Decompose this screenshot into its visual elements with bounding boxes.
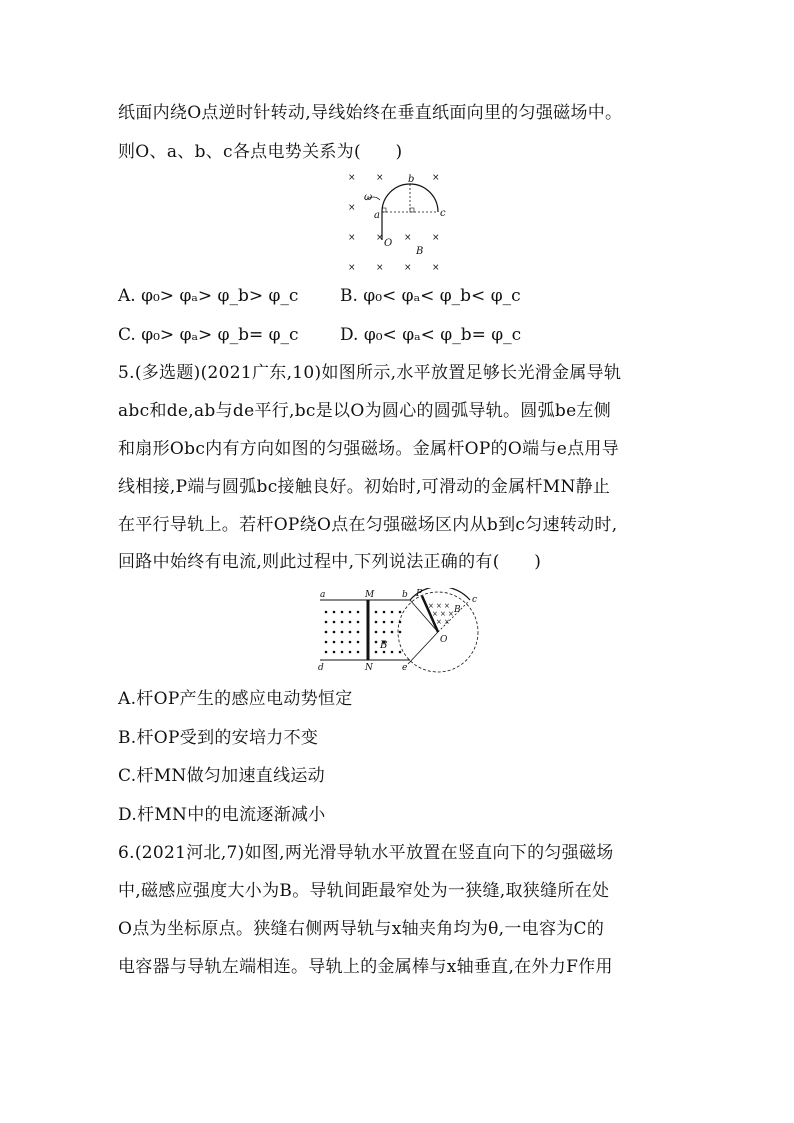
label-b-sector: B <box>454 605 461 615</box>
label-a: a <box>320 590 326 600</box>
q6-text-line-4: 电容器与导轨左端相连。导轨上的金属棒与x轴垂直,在外力F作用 <box>118 957 613 977</box>
point-c-label: c <box>440 208 446 219</box>
label-d: d <box>318 663 324 673</box>
q5-text-line-1: 5.(多选题)(2021广东,10)如图所示,水平放置足够长光滑金属导轨 <box>118 363 622 383</box>
svg-text:×: × <box>444 618 450 626</box>
svg-text:×: × <box>432 233 440 243</box>
svg-text:×: × <box>428 602 434 610</box>
q4-option-c: C. φ₀> φₐ> φ_b= φ_c <box>118 325 299 345</box>
q5-text-line-4: 线相接,P端与圆弧bc接触良好。初始时,可滑动的金属杆MN静止 <box>118 477 611 497</box>
q5-text-line-5: 在平行导轨上。若杆OP绕O点在匀强磁场区内从b到c匀速转动时, <box>118 515 618 535</box>
q4-option-b: B. φ₀< φₐ< φ_b< φ_c <box>340 286 521 306</box>
field-b-label: B <box>416 246 424 257</box>
svg-text:×: × <box>348 203 356 213</box>
q4-figure <box>340 170 460 278</box>
q5-text-line-6: 回路中始终有电流,则此过程中,下列说法正确的有( ) <box>118 552 542 572</box>
svg-text:×: × <box>348 233 356 243</box>
magnetic-field-markers <box>348 173 440 273</box>
label-m: M <box>365 590 375 600</box>
q5-text-line-2: abc和de,ab与de平行,bc是以O为圆心的圆弧导轨。圆弧be左侧 <box>118 401 612 421</box>
label-n: N <box>365 663 373 673</box>
label-o: O <box>440 635 448 645</box>
label-e: e <box>402 663 408 673</box>
q4-text-line-1: 纸面内绕O点逆时针转动,导线始终在垂直纸面向里的匀强磁场中。 <box>118 103 623 123</box>
q4-option-d: D. φ₀< φₐ< φ_b= φ_c <box>340 325 522 345</box>
q4-option-a: A. φ₀> φₐ> φ_b> φ_c <box>118 286 299 306</box>
point-b-label: b <box>408 174 415 185</box>
q5-option-d: D.杆MN中的电流逐渐减小 <box>118 805 326 825</box>
q5-option-c: C.杆MN做匀加速直线运动 <box>118 766 325 786</box>
svg-text:×: × <box>444 602 450 610</box>
q6-text-line-1: 6.(2021河北,7)如图,两光滑导轨水平放置在竖直向下的匀强磁场 <box>118 843 614 863</box>
svg-text:×: × <box>376 233 384 243</box>
q5-option-b: B.杆OP受到的安培力不变 <box>118 728 319 748</box>
svg-text:×: × <box>404 233 412 243</box>
svg-text:×: × <box>432 610 438 618</box>
q4-text-line-2: 则O、a、b、c各点电势关系为( ) <box>118 142 403 162</box>
label-b-rail: B <box>380 640 388 651</box>
point-a-label: a <box>374 210 380 221</box>
omega-label: ω <box>364 192 373 203</box>
label-b: b <box>402 590 408 600</box>
q5-figure <box>310 588 485 674</box>
field-dots <box>325 611 402 654</box>
svg-text:×: × <box>376 173 384 183</box>
svg-text:×: × <box>348 173 356 183</box>
svg-text:×: × <box>432 263 440 273</box>
svg-text:×: × <box>376 263 384 273</box>
q5-text-line-3: 和扇形Obc内有方向如图的匀强磁场。金属杆OP的O端与e点用导 <box>118 439 620 459</box>
label-p: P <box>416 589 423 599</box>
q6-text-line-3: O点为坐标原点。狭缝右侧两导轨与x轴夹角均为θ,一电容为C的 <box>118 919 605 939</box>
q5-option-a: A.杆OP产生的感应电动势恒定 <box>118 689 353 709</box>
q6-text-line-2: 中,磁感应强度大小为B。导轨间距最窄处为一狭缝,取狭缝所在处 <box>118 881 610 901</box>
svg-text:×: × <box>404 263 412 273</box>
point-o-label: O <box>384 238 393 249</box>
svg-text:×: × <box>432 173 440 183</box>
label-c: c <box>472 595 478 605</box>
svg-text:×: × <box>348 263 356 273</box>
svg-text:×: × <box>436 602 442 610</box>
svg-text:×: × <box>448 610 454 618</box>
svg-text:×: × <box>440 610 446 618</box>
svg-text:×: × <box>436 618 442 626</box>
